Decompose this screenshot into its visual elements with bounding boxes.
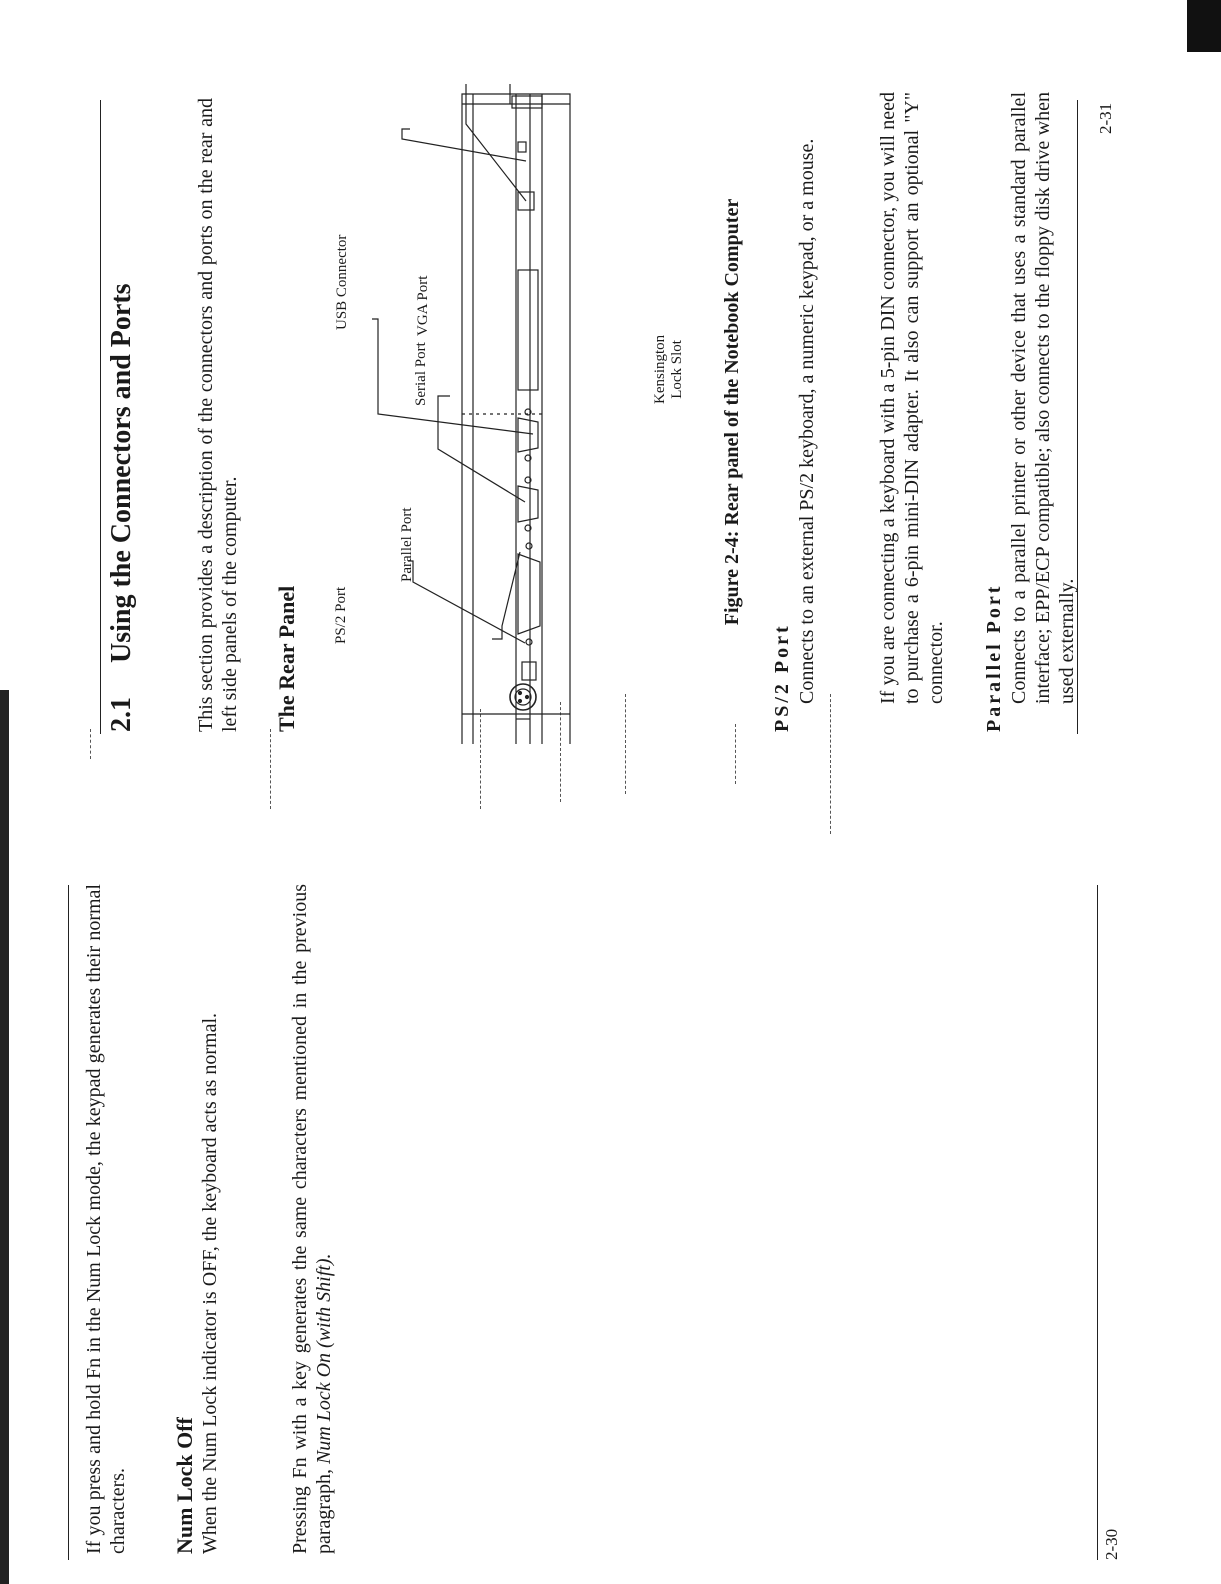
pressing-fn-text: Pressing Fn with a key generates the same characters mentioned in the previous paragraph,	[289, 884, 335, 1554]
vga-connector-icon	[518, 409, 538, 461]
right-page-top-rule	[100, 100, 101, 734]
left-page-top-rule	[68, 885, 69, 1560]
parallel-port-label: Parallel Port	[399, 507, 415, 582]
ps2-adapter-paragraph: If you are connecting a keyboard with a 5-pin DIN connector, you will need to purchase a 6-pin mini-DIN adapter. It also can support an optional "Y" connector.	[877, 92, 947, 704]
ps2-port-label: PS/2 Port	[333, 586, 349, 644]
ps2-port-heading: PS/2 Port	[771, 623, 793, 732]
rear-panel-figure	[320, 84, 730, 744]
section-title: Using the Connectors and Ports	[106, 283, 137, 663]
ps2-port-paragraph: Connects to an external PS/2 keyboard, a numeric keypad, or a mouse.	[796, 138, 818, 704]
gutter-dash	[270, 729, 271, 809]
gutter-dash	[830, 694, 831, 834]
serial-connector-icon	[518, 477, 538, 531]
parallel-connector-icon	[518, 543, 540, 645]
figure-caption-number: Figure 2-4	[721, 537, 743, 626]
vga-leader-line	[372, 319, 533, 434]
pc-card-slot-icon	[518, 270, 538, 390]
kensington-label-line2: Lock Slot	[669, 340, 685, 399]
rear-panel-heading: The Rear Panel	[274, 585, 299, 732]
section-heading	[105, 92, 139, 732]
pressing-fn-paragraph	[288, 884, 336, 1554]
pressing-fn-italic: Num Lock On (with Shift).	[313, 1253, 335, 1465]
right-page-bottom-rule	[1077, 100, 1078, 734]
left-page-bottom-rule	[1097, 885, 1098, 1560]
serial-leader-line	[438, 396, 525, 502]
num-lock-off-paragraph: When the Num Lock indicator is OFF, the keyboard acts as normal.	[199, 1012, 221, 1554]
left-page-folio: 2-30	[1102, 1528, 1121, 1560]
ps2-connector-icon	[510, 684, 536, 710]
kensington-label-line1: Kensington	[652, 334, 668, 404]
right-intro-paragraph: This section provides a description of the connectors and ports on the rear and left side panels of the computer.	[195, 98, 241, 732]
vga-port-label: VGA Port	[415, 275, 431, 336]
gutter-dash	[735, 724, 736, 784]
right-page-folio: 2-31	[1096, 102, 1115, 134]
num-lock-off-heading: Num Lock Off	[172, 1417, 197, 1554]
kensington-slot-icon	[518, 142, 526, 152]
parallel-port-paragraph: Connects to a parallel printer or other device that uses a standard parallel interface; EPP/ECP compatible; also connects to the floppy disk drive when used externally.	[1008, 92, 1078, 704]
left-intro-paragraph: If you press and hold Fn in the Num Lock mode, the keypad generates their normal characters.	[83, 884, 129, 1554]
ps2-latch-icon	[522, 662, 536, 680]
figure-caption-text: : Rear panel of the Notebook Computer	[721, 198, 743, 538]
kensington-label	[652, 335, 686, 404]
gutter-dash	[90, 729, 91, 759]
kensington-leader-line	[402, 129, 526, 161]
figure-caption	[720, 92, 744, 732]
parallel-port-heading: Parallel Port	[983, 583, 1005, 732]
usb-connector-label: USB Connector	[334, 234, 350, 330]
section-number: 2.1	[106, 697, 137, 732]
serial-port-label: Serial Port	[413, 342, 429, 406]
